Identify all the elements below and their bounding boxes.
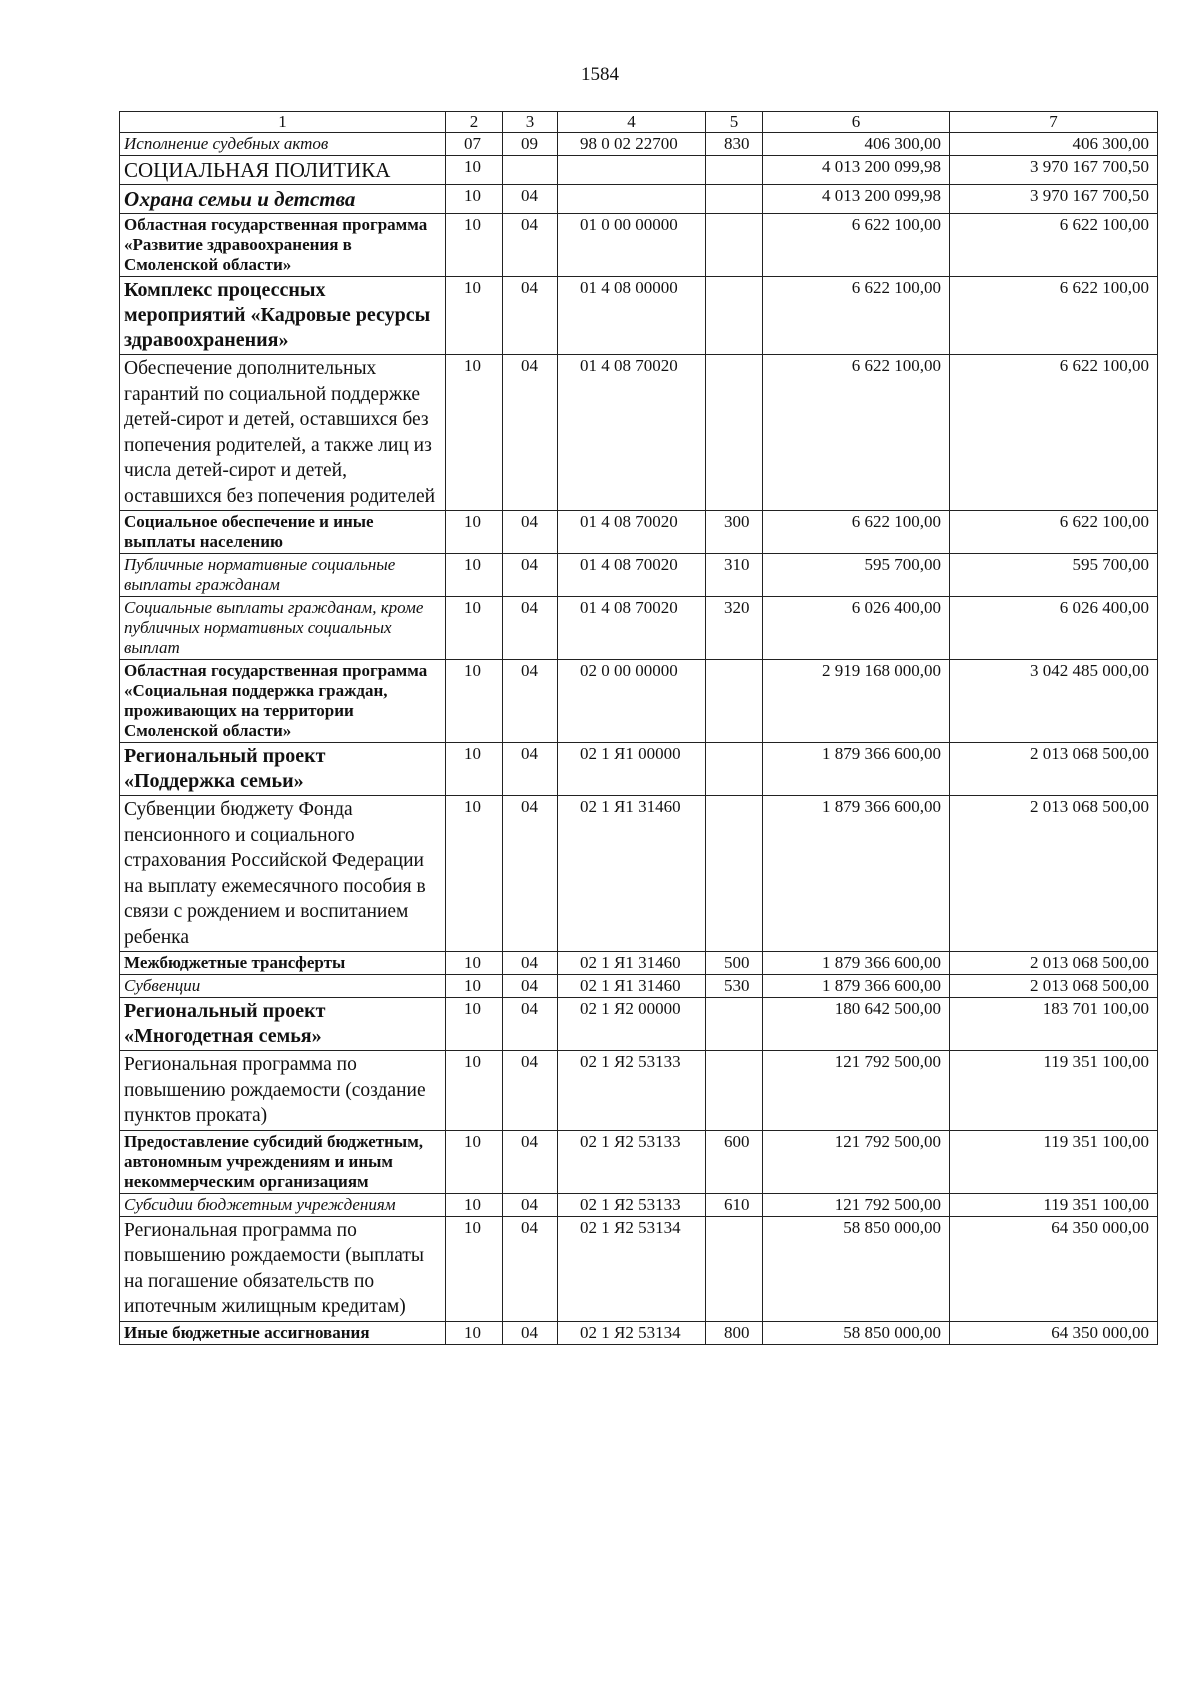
section-code-cell: 10 bbox=[446, 998, 503, 1051]
item-name-cell: Публичные нормативные социальные выплаты гражданам bbox=[120, 554, 446, 597]
amount-year-2-cell: 119 351 100,00 bbox=[950, 1130, 1158, 1193]
table-row bbox=[120, 952, 1158, 975]
target-article-code-cell: 01 4 08 70020 bbox=[558, 554, 706, 597]
amount-year-2-cell: 6 622 100,00 bbox=[950, 511, 1158, 554]
table-row bbox=[120, 185, 1158, 214]
item-name-cell: Иные бюджетные ассигнования bbox=[120, 1321, 446, 1344]
target-article-code-cell: 02 1 Я2 53133 bbox=[558, 1130, 706, 1193]
amount-year-1-cell: 6 622 100,00 bbox=[763, 511, 950, 554]
section-code-cell: 10 bbox=[446, 1321, 503, 1344]
section-code-cell: 10 bbox=[446, 214, 503, 277]
section-code-cell: 10 bbox=[446, 743, 503, 796]
target-article-code-cell: 02 0 00 00000 bbox=[558, 660, 706, 743]
section-code-cell: 10 bbox=[446, 660, 503, 743]
expense-type-code-cell: 320 bbox=[706, 597, 763, 660]
subsection-code-cell: 04 bbox=[503, 1193, 558, 1216]
amount-year-1-cell: 6 622 100,00 bbox=[763, 277, 950, 355]
expense-type-code-cell bbox=[706, 1051, 763, 1131]
item-name-cell: Комплекс процессных мероприятий «Кадровые ресурсы здравоохранения» bbox=[120, 277, 446, 355]
expense-type-code-cell bbox=[706, 185, 763, 214]
expense-type-code-cell: 300 bbox=[706, 511, 763, 554]
expense-type-code-cell: 500 bbox=[706, 952, 763, 975]
table-body bbox=[120, 112, 1158, 1345]
table-row bbox=[120, 1193, 1158, 1216]
amount-year-2-cell: 406 300,00 bbox=[950, 133, 1158, 156]
section-code-cell: 10 bbox=[446, 1193, 503, 1216]
target-article-code-cell: 02 1 Я2 53133 bbox=[558, 1051, 706, 1131]
target-article-code-cell: 02 1 Я2 53134 bbox=[558, 1216, 706, 1321]
subsection-code-cell: 04 bbox=[503, 743, 558, 796]
amount-year-1-cell: 58 850 000,00 bbox=[763, 1321, 950, 1344]
expense-type-code-cell bbox=[706, 355, 763, 511]
amount-year-2-cell: 183 701 100,00 bbox=[950, 998, 1158, 1051]
section-code-cell: 10 bbox=[446, 277, 503, 355]
amount-year-2-cell: 64 350 000,00 bbox=[950, 1321, 1158, 1344]
item-name-cell: Предоставление субсидий бюджетным, автономным учреждениям и иным некоммерческим организациям bbox=[120, 1130, 446, 1193]
subsection-code-cell: 04 bbox=[503, 1051, 558, 1131]
section-code-cell: 10 bbox=[446, 597, 503, 660]
section-code-cell: 10 bbox=[446, 1130, 503, 1193]
table-row bbox=[120, 743, 1158, 796]
expense-type-code-cell: 530 bbox=[706, 975, 763, 998]
target-article-code-cell: 02 1 Я1 31460 bbox=[558, 975, 706, 998]
table-row bbox=[120, 214, 1158, 277]
item-name-cell: Субвенции бюджету Фонда пенсионного и социального страхования Российской Федерации на выплату ежемесячного пособия в связи с рождением и воспитанием ребенка bbox=[120, 796, 446, 952]
table-row bbox=[120, 1130, 1158, 1193]
item-name-cell: Областная государственная программа «Развитие здравоохранения в Смоленской области» bbox=[120, 214, 446, 277]
section-code-cell: 10 bbox=[446, 185, 503, 214]
amount-year-2-cell: 2 013 068 500,00 bbox=[950, 743, 1158, 796]
item-name-cell: Региональный проект «Многодетная семья» bbox=[120, 998, 446, 1051]
amount-year-2-cell: 6 622 100,00 bbox=[950, 277, 1158, 355]
amount-year-2-cell: 6 622 100,00 bbox=[950, 355, 1158, 511]
table-row bbox=[120, 796, 1158, 952]
item-name-cell: Региональный проект «Поддержка семьи» bbox=[120, 743, 446, 796]
section-code-cell: 07 bbox=[446, 133, 503, 156]
expense-type-code-cell: 800 bbox=[706, 1321, 763, 1344]
section-code-cell: 10 bbox=[446, 1216, 503, 1321]
budget-table bbox=[119, 111, 1158, 1345]
amount-year-1-cell: 1 879 366 600,00 bbox=[763, 796, 950, 952]
table-row bbox=[120, 133, 1158, 156]
subsection-code-cell: 04 bbox=[503, 660, 558, 743]
target-article-code-cell: 01 0 00 00000 bbox=[558, 214, 706, 277]
item-name-cell: Региональная программа по повышению рождаемости (выплаты на погашение обязательств по ипотечным жилищным кредитам) bbox=[120, 1216, 446, 1321]
expense-type-code-cell bbox=[706, 1216, 763, 1321]
table-row bbox=[120, 660, 1158, 743]
table-row bbox=[120, 277, 1158, 355]
amount-year-2-cell: 6 026 400,00 bbox=[950, 597, 1158, 660]
target-article-code-cell: 02 1 Я2 53134 bbox=[558, 1321, 706, 1344]
item-name-cell: Социальное обеспечение и иные выплаты населению bbox=[120, 511, 446, 554]
expense-type-code-cell: 600 bbox=[706, 1130, 763, 1193]
amount-year-2-cell: 2 013 068 500,00 bbox=[950, 952, 1158, 975]
amount-year-1-cell: 180 642 500,00 bbox=[763, 998, 950, 1051]
item-name-cell: Исполнение судебных актов bbox=[120, 133, 446, 156]
amount-year-2-cell: 119 351 100,00 bbox=[950, 1193, 1158, 1216]
target-article-code-cell bbox=[558, 185, 706, 214]
subsection-code-cell: 04 bbox=[503, 185, 558, 214]
section-code-cell: 10 bbox=[446, 1051, 503, 1131]
item-name-cell: Охрана семьи и детства bbox=[120, 185, 446, 214]
section-code-cell: 10 bbox=[446, 156, 503, 185]
target-article-code-cell: 01 4 08 00000 bbox=[558, 277, 706, 355]
target-article-code-cell: 02 1 Я2 53133 bbox=[558, 1193, 706, 1216]
page-number: 1584 bbox=[581, 64, 619, 85]
column-header: 7 bbox=[950, 112, 1158, 133]
amount-year-2-cell: 2 013 068 500,00 bbox=[950, 796, 1158, 952]
table-row bbox=[120, 156, 1158, 185]
amount-year-2-cell: 3 042 485 000,00 bbox=[950, 660, 1158, 743]
subsection-code-cell: 04 bbox=[503, 998, 558, 1051]
table-row bbox=[120, 1321, 1158, 1344]
subsection-code-cell: 04 bbox=[503, 554, 558, 597]
section-code-cell: 10 bbox=[446, 355, 503, 511]
target-article-code-cell: 01 4 08 70020 bbox=[558, 511, 706, 554]
amount-year-1-cell: 1 879 366 600,00 bbox=[763, 743, 950, 796]
target-article-code-cell bbox=[558, 156, 706, 185]
subsection-code-cell: 04 bbox=[503, 796, 558, 952]
amount-year-1-cell: 6 622 100,00 bbox=[763, 355, 950, 511]
item-name-cell: СОЦИАЛЬНАЯ ПОЛИТИКА bbox=[120, 156, 446, 185]
amount-year-1-cell: 595 700,00 bbox=[763, 554, 950, 597]
expense-type-code-cell bbox=[706, 998, 763, 1051]
section-code-cell: 10 bbox=[446, 952, 503, 975]
expense-type-code-cell: 610 bbox=[706, 1193, 763, 1216]
amount-year-2-cell: 3 970 167 700,50 bbox=[950, 156, 1158, 185]
amount-year-1-cell: 121 792 500,00 bbox=[763, 1130, 950, 1193]
subsection-code-cell bbox=[503, 156, 558, 185]
amount-year-1-cell: 121 792 500,00 bbox=[763, 1051, 950, 1131]
amount-year-1-cell: 4 013 200 099,98 bbox=[763, 185, 950, 214]
target-article-code-cell: 01 4 08 70020 bbox=[558, 597, 706, 660]
table-row bbox=[120, 998, 1158, 1051]
section-code-cell: 10 bbox=[446, 796, 503, 952]
amount-year-1-cell: 6 026 400,00 bbox=[763, 597, 950, 660]
subsection-code-cell: 04 bbox=[503, 597, 558, 660]
amount-year-2-cell: 6 622 100,00 bbox=[950, 214, 1158, 277]
column-header: 1 bbox=[120, 112, 446, 133]
amount-year-1-cell: 406 300,00 bbox=[763, 133, 950, 156]
amount-year-1-cell: 6 622 100,00 bbox=[763, 214, 950, 277]
target-article-code-cell: 98 0 02 22700 bbox=[558, 133, 706, 156]
item-name-cell: Межбюджетные трансферты bbox=[120, 952, 446, 975]
column-header: 3 bbox=[503, 112, 558, 133]
column-header: 6 bbox=[763, 112, 950, 133]
amount-year-2-cell: 595 700,00 bbox=[950, 554, 1158, 597]
expense-type-code-cell bbox=[706, 156, 763, 185]
table-row bbox=[120, 975, 1158, 998]
expense-type-code-cell bbox=[706, 743, 763, 796]
expense-type-code-cell bbox=[706, 660, 763, 743]
subsection-code-cell: 04 bbox=[503, 952, 558, 975]
table-row bbox=[120, 554, 1158, 597]
table-row bbox=[120, 1216, 1158, 1321]
table-row bbox=[120, 355, 1158, 511]
amount-year-1-cell: 121 792 500,00 bbox=[763, 1193, 950, 1216]
table-header-row bbox=[120, 112, 1158, 133]
column-header: 5 bbox=[706, 112, 763, 133]
expense-type-code-cell: 310 bbox=[706, 554, 763, 597]
item-name-cell: Субсидии бюджетным учреждениям bbox=[120, 1193, 446, 1216]
expense-type-code-cell: 830 bbox=[706, 133, 763, 156]
item-name-cell: Социальные выплаты гражданам, кроме публичных нормативных социальных выплат bbox=[120, 597, 446, 660]
expense-type-code-cell bbox=[706, 214, 763, 277]
subsection-code-cell: 04 bbox=[503, 511, 558, 554]
subsection-code-cell: 09 bbox=[503, 133, 558, 156]
target-article-code-cell: 01 4 08 70020 bbox=[558, 355, 706, 511]
amount-year-1-cell: 4 013 200 099,98 bbox=[763, 156, 950, 185]
item-name-cell: Региональная программа по повышению рождаемости (создание пунктов проката) bbox=[120, 1051, 446, 1131]
subsection-code-cell: 04 bbox=[503, 975, 558, 998]
subsection-code-cell: 04 bbox=[503, 1130, 558, 1193]
section-code-cell: 10 bbox=[446, 511, 503, 554]
subsection-code-cell: 04 bbox=[503, 1216, 558, 1321]
subsection-code-cell: 04 bbox=[503, 214, 558, 277]
table-row bbox=[120, 511, 1158, 554]
amount-year-2-cell: 3 970 167 700,50 bbox=[950, 185, 1158, 214]
item-name-cell: Обеспечение дополнительных гарантий по социальной поддержке детей-сирот и детей, оставшихся без попечения родителей, а также лиц из числа детей-сирот и детей, оставшихся без попечения родителей bbox=[120, 355, 446, 511]
section-code-cell: 10 bbox=[446, 975, 503, 998]
expense-type-code-cell bbox=[706, 277, 763, 355]
amount-year-1-cell: 1 879 366 600,00 bbox=[763, 952, 950, 975]
expense-type-code-cell bbox=[706, 796, 763, 952]
amount-year-1-cell: 1 879 366 600,00 bbox=[763, 975, 950, 998]
table-row bbox=[120, 597, 1158, 660]
item-name-cell: Субвенции bbox=[120, 975, 446, 998]
subsection-code-cell: 04 bbox=[503, 1321, 558, 1344]
column-header: 4 bbox=[558, 112, 706, 133]
subsection-code-cell: 04 bbox=[503, 277, 558, 355]
target-article-code-cell: 02 1 Я1 00000 bbox=[558, 743, 706, 796]
section-code-cell: 10 bbox=[446, 554, 503, 597]
amount-year-1-cell: 58 850 000,00 bbox=[763, 1216, 950, 1321]
amount-year-2-cell: 119 351 100,00 bbox=[950, 1051, 1158, 1131]
amount-year-2-cell: 64 350 000,00 bbox=[950, 1216, 1158, 1321]
target-article-code-cell: 02 1 Я2 00000 bbox=[558, 998, 706, 1051]
target-article-code-cell: 02 1 Я1 31460 bbox=[558, 796, 706, 952]
table-row bbox=[120, 1051, 1158, 1131]
item-name-cell: Областная государственная программа «Социальная поддержка граждан, проживающих на территории Смоленской области» bbox=[120, 660, 446, 743]
amount-year-2-cell: 2 013 068 500,00 bbox=[950, 975, 1158, 998]
amount-year-1-cell: 2 919 168 000,00 bbox=[763, 660, 950, 743]
target-article-code-cell: 02 1 Я1 31460 bbox=[558, 952, 706, 975]
subsection-code-cell: 04 bbox=[503, 355, 558, 511]
column-header: 2 bbox=[446, 112, 503, 133]
